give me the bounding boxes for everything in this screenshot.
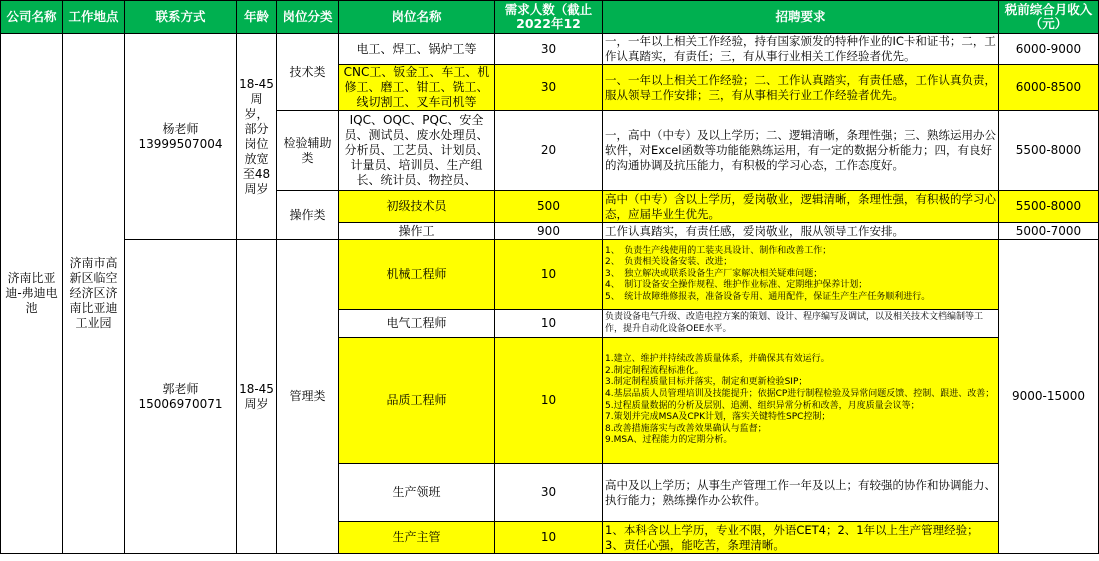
head-count: 900 xyxy=(495,223,603,240)
head-count: 20 xyxy=(495,111,603,191)
head-count: 10 xyxy=(495,338,603,464)
contact-2 xyxy=(125,240,237,554)
position-name: 机械工程师 xyxy=(339,240,495,310)
position-name: 品质工程师 xyxy=(339,338,495,464)
contact-1-phone: 13999507004 xyxy=(138,136,223,151)
income: 6000-8500 xyxy=(999,65,1099,111)
requirement-text: 一，高中（中专）及以上学历；二、逻辑清晰，条理性强；三、熟练运用办公软件，对Excel函数等功能能熟练运用，有一定的数据分析能力；四，有良好的沟通协调及抗压能力，有积极的学习心态，工作态度好。 xyxy=(603,111,999,191)
header-location: 工作地点 xyxy=(63,1,125,34)
requirement-text: 一、一年以上相关工作经验；二、工作认真踏实，有责任感，工作认真负责，服从领导工作安排；三，有从事相关行业工作经验者优先。 xyxy=(603,65,999,111)
requirement-text: 高中（中专）含以上学历，爱岗敬业，逻辑清晰，条理性强，有积极的学习心态，应届毕业生优先。 xyxy=(603,191,999,223)
header-position: 岗位名称 xyxy=(339,1,495,34)
age-2: 18-45周岁 xyxy=(237,240,277,554)
category-operate: 操作类 xyxy=(277,191,339,240)
income: 5000-7000 xyxy=(999,223,1099,240)
head-count: 10 xyxy=(495,310,603,338)
head-count: 10 xyxy=(495,240,603,310)
company-name: 济南比亚迪-弗迪电池 xyxy=(1,34,63,554)
header-category: 岗位分类 xyxy=(277,1,339,34)
head-count: 500 xyxy=(495,191,603,223)
position-name: CNC工、钣金工、车工、机修工、磨工、钳工、铣工、线切割工、叉车司机等 xyxy=(339,65,495,111)
category-tech: 技术类 xyxy=(277,34,339,111)
contact-1-name: 杨老师 xyxy=(162,121,199,136)
position-name: 生产主管 xyxy=(339,522,495,554)
income: 5500-8000 xyxy=(999,191,1099,223)
position-name: IQC、OQC、PQC、安全员、测试员、废水处理员、分析员、工艺员、计划员、计量员、培训员、生产组长、统计员、物控员、 xyxy=(339,111,495,191)
header-contact: 联系方式 xyxy=(125,1,237,34)
position-name: 电气工程师 xyxy=(339,310,495,338)
position-name: 操作工 xyxy=(339,223,495,240)
age-1: 18-45周岁，部分岗位放宽至48周岁 xyxy=(237,34,277,240)
requirement-text: 一，一年以上相关工作经验，持有国家颁发的特种作业的IC卡和证书；二，工作认真踏实，有责任；三，有从事行业相关工作经验者优先。 xyxy=(603,34,999,65)
requirement-text: 高中及以上学历；从事生产管理工作一年及以上；有较强的协作和协调能力、执行能力；熟练操作办公软件。 xyxy=(603,464,999,522)
category-manage: 管理类 xyxy=(277,240,339,554)
requirement-text: 工作认真踏实，有责任感，爱岗敬业，服从领导工作安排。 xyxy=(603,223,999,240)
head-count: 10 xyxy=(495,522,603,554)
head-count: 30 xyxy=(495,34,603,65)
requirement-text: 1、本科含以上学历，专业不限，外语CET4；2、1年以上生产管理经验；3、责任心强，能吃苦，条理清晰。 xyxy=(603,522,999,554)
position-name: 生产领班 xyxy=(339,464,495,522)
requirement-text: 负责设备电气升级、改造电控方案的策划、设计、程序编写及调试，以及相关技术文档编制等工作，提升自动化设备OEE水平。 xyxy=(603,310,999,338)
header-requirements: 招聘要求 xyxy=(603,1,999,34)
header-row xyxy=(1,1,1099,34)
contact-1 xyxy=(125,34,237,240)
head-count: 30 xyxy=(495,65,603,111)
table-row xyxy=(1,34,1099,65)
table-row xyxy=(1,240,1099,310)
work-location: 济南市高新区临空经济区济南比亚迪工业园 xyxy=(63,34,125,554)
income: 5500-8000 xyxy=(999,111,1099,191)
position-name: 初级技术员 xyxy=(339,191,495,223)
contact-2-phone: 15006970071 xyxy=(138,396,223,411)
contact-2-name: 郭老师 xyxy=(162,381,199,396)
income-management: 9000-15000 xyxy=(999,240,1099,554)
position-name: 电工、焊工、锅炉工等 xyxy=(339,34,495,65)
category-inspect: 检验辅助类 xyxy=(277,111,339,191)
header-company: 公司名称 xyxy=(1,1,63,34)
header-income: 税前综合月收入（元） xyxy=(999,1,1099,34)
header-count: 需求人数（截止2022年12 xyxy=(495,1,603,34)
income: 6000-9000 xyxy=(999,34,1099,65)
header-age: 年龄 xyxy=(237,1,277,34)
requirement-text: 1.建立、维护并持续改善质量体系，并确保其有效运行。 2.制定制程流程标准化。 3.制定制程质量目标并落实，制定和更新检验SIP； 4.基层品质人员管理培训及技能提升；依据CP进行制程检验及异常问题反馈、控制、跟进、改善； 5.过程质量数据的分析及层别、追溯、组织异常分析和改善，月度质量会议等； 7.策划并完成MSA及CPK计划，落实关键特性SPC控制； 8.改善措施落实与改善效果确认与监督； 9.MSA、过程能力的定期分析。 xyxy=(603,338,999,464)
requirement-text: 1、 负责生产线使用的工装夹具设计、制作和改善工作； 2、 负责相关设备安装、改进； 3、 独立解决或联系设备生产厂家解决相关疑难问题； 4、 制订设备安全操作规程、维护作业标准、定期维护保养计划； 5、 统计故障维修报表，准备设备专用、通用配件，保证生产生产任务顺利进行。 xyxy=(603,240,999,310)
head-count: 30 xyxy=(495,464,603,522)
